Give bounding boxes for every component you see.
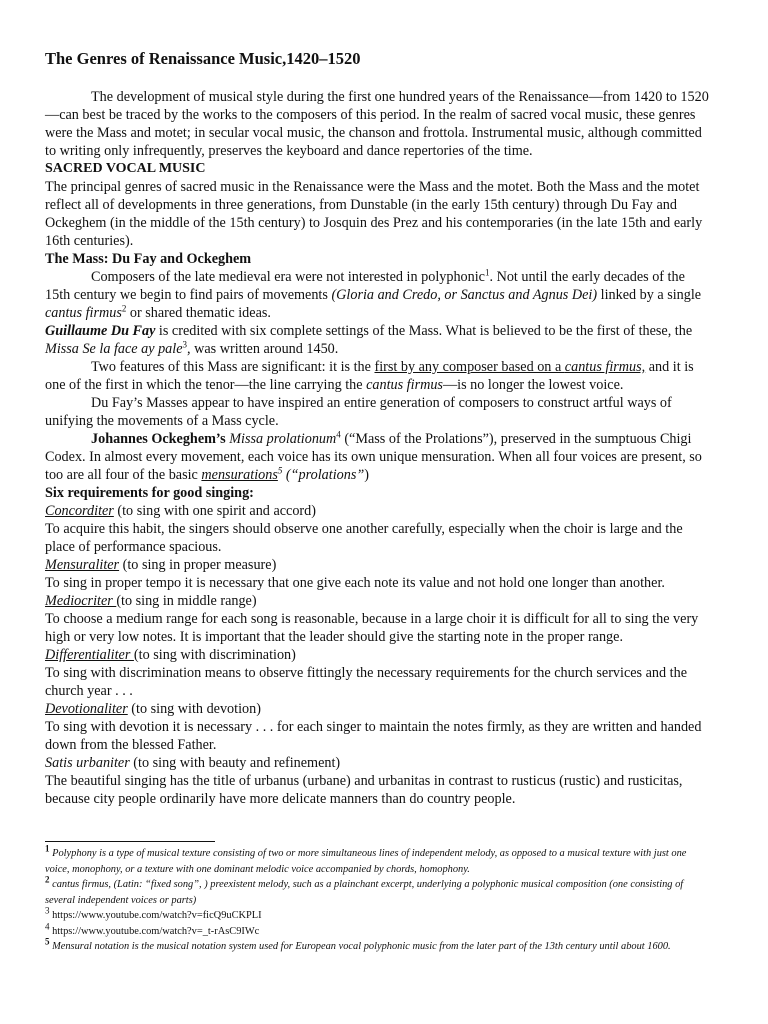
section-heading-mass: The Mass: Du Fay and Ockeghem [45,251,252,267]
requirement-term: Differentialiter [45,647,134,663]
section-heading-sacred: SACRED VOCAL MUSIC [45,161,206,176]
requirement-text: To sing with devotion it is necessary . . . for each singer to maintain the notes firmly, as they are written and handed down from the blessed Father. [45,719,702,753]
footnotes [45,843,713,955]
intro-paragraph: The development of musical style during the first one hundred years of the Renaissance—from 1420 to 1520—can best be traced by the works to the composers of this period. In the realm of sacred vocal music, these genres were the Mass and motet; in secular vocal music, the chanson and frottola. Instrumental music, although committed to writing only infrequently, preserves the keyboard and dance repertories of the time. [45,89,709,159]
requirement-text: The beautiful singing has the title of urbanus (urbane) and urbanitas in contrast to rusticus (rustic) and rusticitas, because city people ordinarily have more delicate manners than do country people. [45,773,683,807]
footnote-ref-5[interactable]: 5 [277,465,283,476]
requirement-term: Mensuraliter [45,557,120,573]
requirement-text: To sing in proper tempo it is necessary that one give each note its value and not hold one longer than another. [45,575,665,591]
requirement-concorditer: Concorditer (to sing with one spirit and accord) To acquire this habit, the singers should observe one another carefully, especially when the choir is large and the place of performance spacious. [45,502,713,556]
requirement-term: Devotionaliter [45,701,128,717]
requirement-term: Mediocriter [45,593,117,609]
footnote-link-3[interactable]: https://www.youtube.com/watch?v=ficQ9uCKPLI [49,910,262,921]
footnote-4[interactable]: 4 https://www.youtube.com/watch?v=_t-rAsC9IWc [45,921,260,937]
work-title-se-la-face: Missa Se la face ay pale [45,341,183,357]
page-title: The Genres of Renaissance Music,1420–1520 [45,49,361,68]
footnote-1: 1 Polyphony is a type of musical texture consisting of two or more simultaneous lines of independent melody, as opposed to a musical texture with just one voice, monophony, or a texture with one dominant melodic voice accompanied by chords, homophony. [45,843,687,875]
requirement-term: Concorditer [45,503,114,519]
features-paragraph: Two features of this Mass are significant: it is the first by any composer based on a cantus firmus, and it is one of the first in which the tenor—the line carrying the cantus firmus—is no longer the lowest voice. [45,359,694,393]
mass-paragraph-1: Composers of the late medieval era were not interested in polyphonic$^1$. Not until the early decades of the 15th century we begin to find pairs of movements (Gloria and Credo, or Sanctus and Agnus Dei) linked by a single cantus firmus$^2$ or shared thematic ideas. [45,267,702,321]
composer-name-dufay: Guillaume Du Fay [45,323,156,339]
requirement-term: Satis urbaniter [45,755,130,771]
footnote-link-4[interactable]: https://www.youtube.com/watch?v=_t-rAsC9IWc [49,925,260,937]
footnote-3[interactable]: 3 https://www.youtube.com/watch?v=ficQ9uCKPLI [45,905,262,921]
requirement-mensuraliter: Mensuraliter (to sing in proper measure) To sing in proper tempo it is necessary that one give each note its value and not hold one longer than another. [45,556,713,592]
requirement-mediocriter: Mediocriter (to sing in middle range) To choose a medium range for each song is reasonable, because in a large choir it is difficult for all to sing the very high or very low notes. It is important that the leader should give the starting note in the proper range. [45,592,713,646]
footnote-ref-4[interactable]: 4 [336,429,341,440]
requirement-text: To choose a medium range for each song is reasonable, because in a large choir it is difficult for all to sing the very high or very low notes. It is important that the leader should give the starting note in the proper range. [45,611,699,645]
composer-name-ockeghem: Johannes Ockeghem’s [91,431,226,447]
footnote-5: 5 Mensural notation is the musical notation system used for European vocal polyphonic music from the later part of the 13th century until about 1600. [45,936,671,952]
requirement-differentialiter: Differentialiter (to sing with discrimination) To sing with discrimination means to observe fittingly the necessary requirements for the church services and the church year . . . [45,646,713,700]
document-body [45,88,713,808]
footnote-2: 2 cantus firmus, (Latin: “fixed song”, ) preexistent melody, such as a plainchant excerpt, underlying a polyphonic musical composition (one consisting of several independent voices or parts) [45,874,684,906]
work-title-missa-prolationum: Missa prolationum [229,431,337,447]
requirement-text: To sing with discrimination means to observe fittingly the necessary requirements for the church services and the church year . . . [45,665,687,699]
footnote-ref-3[interactable]: 3 [182,339,188,350]
footnote-ref-2[interactable]: 2 [121,303,127,314]
dufay-masses-paragraph: Du Fay’s Masses appear to have inspired an entire generation of composers to construct artful ways of unifying the movements of a Mass cycle. [45,395,672,429]
requirement-satis-urbaniter: Satis urbaniter (to sing with beauty and refinement) The beautiful singing has the title of urbanus (urbane) and urbanitas in contrast to rusticus (rustic) and rusticitas, because city people ordinarily have more delicate manners than do country people. [45,754,713,808]
footnote-ref-1[interactable]: 1 [484,267,490,278]
dufay-paragraph: Guillaume Du Fay is credited with six complete settings of the Mass. What is believed to be the first of these, the Missa Se la face ay pale$^3$, was written around 1450. [45,323,693,357]
ockeghem-paragraph: Johannes Ockeghem’s Missa prolationum$^4$ (“Mass of the Prolations”), preserved in the sumptuous Chigi Codex. In almost every movement, each voice has its own unique mensuration. When all four voices are present, so too are all four of the basic mensurations$^5$ (“prolations”) [45,429,702,483]
requirement-devotionaliter: Devotionaliter (to sing with devotion) To sing with devotion it is necessary . . . for each singer to maintain the notes firmly, as they are written and handed down from the blessed Father. [45,700,713,754]
footnote-divider [45,841,215,842]
sacred-paragraph: The principal genres of sacred music in the Renaissance were the Mass and the motet. Both the Mass and the motet reflect all of developments in three generations, from Dunstable (in the early 15th century) through Du Fay and Ockeghem (in the middle of the 15th century) to Josquin des Prez and his contemporaries (in the late 15th and early 16th centuries). [45,179,703,249]
section-heading-requirements: Six requirements for good singing: [45,485,254,501]
requirement-text: To acquire this habit, the singers should observe one another carefully, especially when the choir is large and the place of performance spacious. [45,521,683,555]
